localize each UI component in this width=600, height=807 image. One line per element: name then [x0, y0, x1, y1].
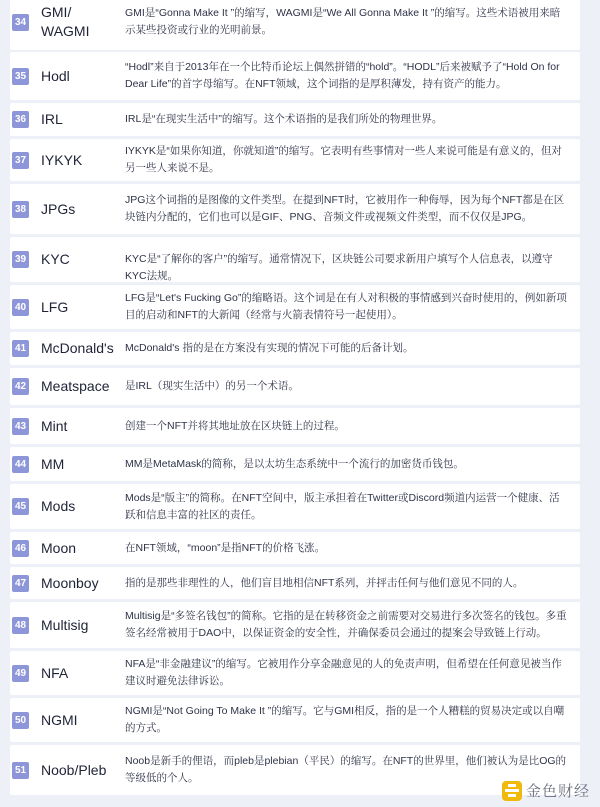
row-number-badge: 37: [12, 152, 29, 169]
table-row: [10, 139, 580, 181]
row-number-badge: 34: [12, 14, 29, 31]
row-number-badge: 51: [12, 762, 29, 779]
row-number-badge: 45: [12, 498, 29, 515]
term-description: JPG这个词指的是图像的文件类型。在提到NFT时，它被用作一种侮辱，因为每个NFT都是在区块链内分配的，它们也可以是GIF、PNG、音频文件或视频文件类型，而不仅仅是JPG。: [125, 194, 565, 223]
term-label: NGMI: [41, 711, 78, 728]
row-number-badge: 44: [12, 456, 29, 473]
row-number-badge: 46: [12, 540, 29, 557]
watermark-text: 金色财经: [525, 783, 590, 800]
term-description: GMI是“Gonna Make It ”的缩写，WAGMI是“We All Gonna Make It ”的缩写。这些术语被用来暗示某些投资或行业的光明前景。: [125, 7, 561, 36]
term-description: NFA是“非金融建议”的缩写。它被用作分享金融意见的人的免责声明，但希望在任何意见被当作建议时避免法律诉讼。: [125, 658, 562, 687]
row-number-badge: 40: [12, 299, 29, 316]
term-description: Noob是新手的俚语，而pleb是plebian（平民）的缩写。在NFT的世界里，他们被认为是比OG的等级低的个人。: [125, 755, 567, 784]
row-number-badge: 36: [12, 111, 29, 128]
table-row: [10, 0, 580, 50]
table-row: [10, 567, 580, 599]
term-description: McDonald's 指的是在方案没有实现的情况下可能的后备计划。: [125, 342, 414, 354]
term-description: IRL是“在现实生活中”的缩写。这个术语指的是我们所处的物理世界。: [125, 113, 443, 125]
term-label: Moon: [41, 539, 77, 556]
table-row: [10, 745, 580, 795]
term-label: IYKYK: [41, 151, 83, 168]
row-number-badge: 41: [12, 340, 29, 357]
table-row: [10, 52, 580, 100]
term-label: KYC: [41, 251, 70, 267]
term-description: Mods是“版主”的简称。在NFT空间中，版主承担着在Twitter或Discord频道内运营一个健康、活跃和信息丰富的社区的责任。: [125, 491, 560, 521]
term-description: “Hodl”来自于2013年在一个比特币论坛上偶然拼错的“hold”。“HODL”后来被赋予了“Hold On for Dear Life”的首字母缩写。在NFT领域，这个词指的是厚积薄发，持有资产的能力。: [125, 61, 560, 90]
term-label: MM: [41, 455, 65, 472]
gold-logo-icon: [502, 781, 522, 801]
term-label: NFA: [41, 664, 69, 681]
table-row: [10, 103, 580, 136]
row-number-badge: 35: [12, 68, 29, 85]
term-label: IRL: [41, 111, 63, 127]
term-label: GMI/ WAGMI: [41, 4, 90, 39]
term-label: Multisig: [41, 616, 89, 633]
row-number-badge: 48: [12, 617, 29, 634]
row-number-badge: 50: [12, 712, 29, 729]
table-row: [10, 332, 580, 365]
table-row: [10, 408, 580, 444]
table-row: [10, 651, 580, 695]
term-label: Mint: [41, 417, 68, 434]
table-row: [10, 532, 580, 564]
table-row: [10, 184, 580, 234]
table-row: [10, 368, 580, 405]
term-label: Hodl: [41, 67, 70, 84]
term-description: 指的是那些非理性的人，他们盲目地相信NFT系列，并抨击任何与他们意见不同的人。: [125, 576, 524, 589]
term-description: 是IRL（现实生活中）的另一个术语。: [125, 380, 299, 392]
term-label: Meatspace: [41, 378, 110, 394]
row-number-badge: 42: [12, 378, 29, 395]
table-row: [10, 698, 580, 742]
term-description: KYC是“了解你的客户”的缩写。通常情况下，区块链公司要求新用户填写个人信息表，以遵守KYC法规。: [125, 253, 553, 282]
term-label: LFG: [41, 298, 69, 315]
table-row: [10, 237, 580, 282]
term-description: NGMI是“Not Going To Make It ”的缩写。它与GMI相反，指的是一个人糟糕的贸易决定或以自嘲的方式。: [125, 705, 565, 734]
term-description: IYKYK是“如果你知道，你就知道”的缩写。它表明有些事情对一些人来说可能是有意义的，但对另一些人来说不是。: [125, 145, 562, 174]
table-row: [10, 285, 580, 329]
term-description: 在NFT领域，“moon”是指NFT的价格飞涨。: [125, 541, 326, 554]
row-number-badge: 39: [12, 251, 29, 268]
term-description: LFG是“Let's Fucking Go”的缩略语。这个词是在有人对积极的事情感到兴奋时使用的，例如新项目的启动和NFT的大新闻（经常与火箭表情符号一起使用）。: [125, 292, 567, 321]
term-description: 创建一个NFT并将其地址放在区块链上的过程。: [125, 419, 345, 432]
row-number-badge: 49: [12, 665, 29, 682]
table-row: [10, 484, 580, 529]
row-number-badge: 38: [12, 201, 29, 218]
table-row: [10, 447, 580, 481]
term-label: Moonboy: [41, 574, 99, 591]
term-label: JPGs: [41, 200, 76, 217]
term-description: MM是MetaMask的简称，是以太坊生态系统中一个流行的加密货币钱包。: [125, 457, 464, 470]
term-label: Noob/Pleb: [41, 761, 107, 778]
row-number-badge: 47: [12, 575, 29, 592]
watermark: [502, 780, 590, 801]
term-label: Mods: [41, 498, 76, 514]
term-label: McDonald's: [41, 340, 114, 356]
row-number-badge: 43: [12, 418, 29, 435]
term-description: Multisig是“多签名钱包”的简称。它指的是在转移资金之前需要对交易进行多次签名的钱包。多重签名经常被用于DAO中，以保证资金的安全性，并确保委员会通过的提案会导致链上行动。: [125, 610, 567, 639]
table-row: [10, 602, 580, 648]
